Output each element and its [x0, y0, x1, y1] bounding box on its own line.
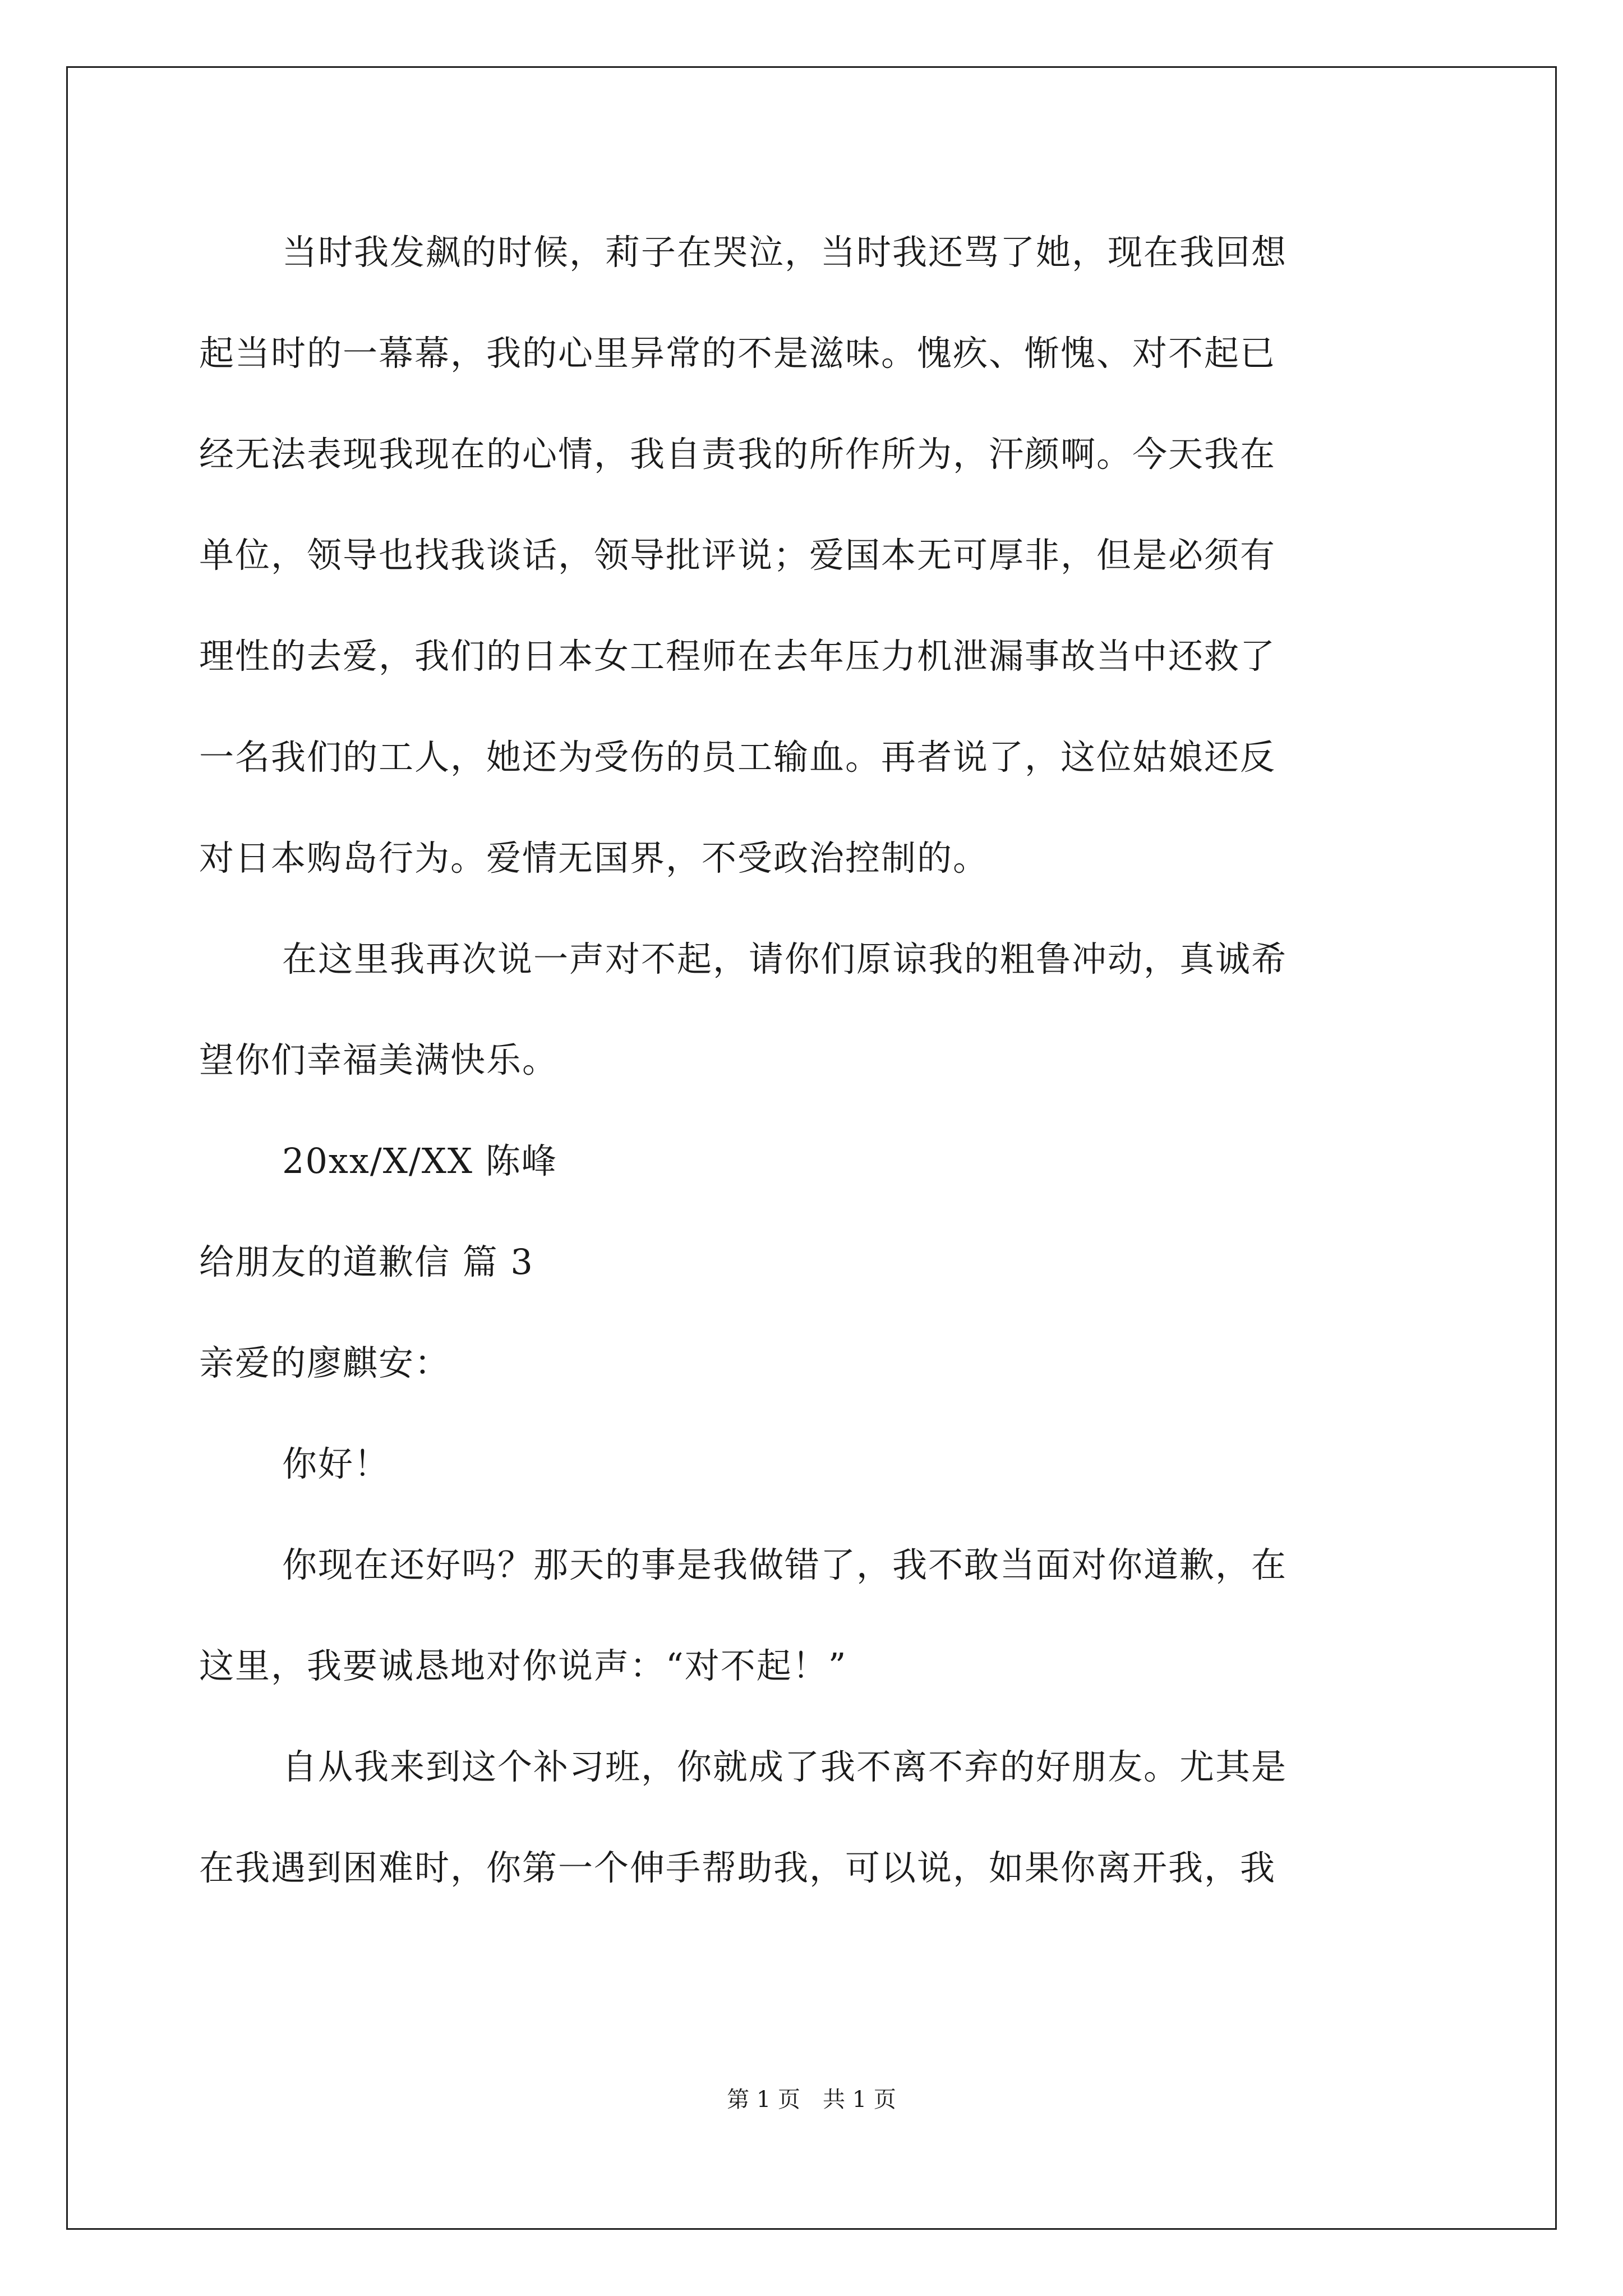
paragraph-line: 起当时的一幕幕，我的心里异常的不是滋味。愧疚、惭愧、对不起已: [199, 333, 1276, 374]
paragraph-line: 你现在还好吗？那天的事是我做错了，我不敢当面对你道歉，在: [282, 1544, 1288, 1585]
paragraph-line: 望你们幸福美满快乐。: [199, 1039, 559, 1080]
paragraph-line: 在这里我再次说一声对不起，请你们原谅我的粗鲁冲动，真诚希: [282, 938, 1288, 979]
paragraph-line: 这里，我要诚恳地对你说声：“对不起！”: [199, 1645, 847, 1686]
section-heading: 给朋友的道歉信 篇 3: [199, 1241, 534, 1282]
signature-date: 20xx/X/XX 陈峰: [282, 1140, 557, 1181]
page-number-footer: 第 1 页 共 1 页: [727, 2087, 896, 2113]
paragraph-line: 在我遇到困难时，你第一个伸手帮助我，可以说，如果你离开我，我: [199, 1847, 1276, 1888]
paragraph-line: 对日本购岛行为。爱情无国界，不受政治控制的。: [199, 838, 989, 878]
paragraph-line: 自从我来到这个补习班，你就成了我不离不弃的好朋友。尤其是: [282, 1746, 1288, 1787]
paragraph-line: 经无法表现我现在的心情，我自责我的所作所为，汗颜啊。今天我在: [199, 434, 1276, 475]
paragraph-line: 当时我发飙的时候，莉子在哭泣，当时我还骂了她，现在我回想: [282, 232, 1288, 273]
paragraph-line: 单位，领导也找我谈话，领导批评说；爱国本无可厚非，但是必须有: [199, 535, 1276, 576]
salutation: 亲爱的廖麒安：: [199, 1342, 451, 1383]
paragraph-line: 理性的去爱，我们的日本女工程师在去年压力机泄漏事故当中还救了: [199, 636, 1276, 677]
paragraph-line: 一名我们的工人，她还为受伤的员工输血。再者说了，这位姑娘还反: [199, 737, 1276, 777]
greeting: 你好！: [282, 1443, 390, 1484]
